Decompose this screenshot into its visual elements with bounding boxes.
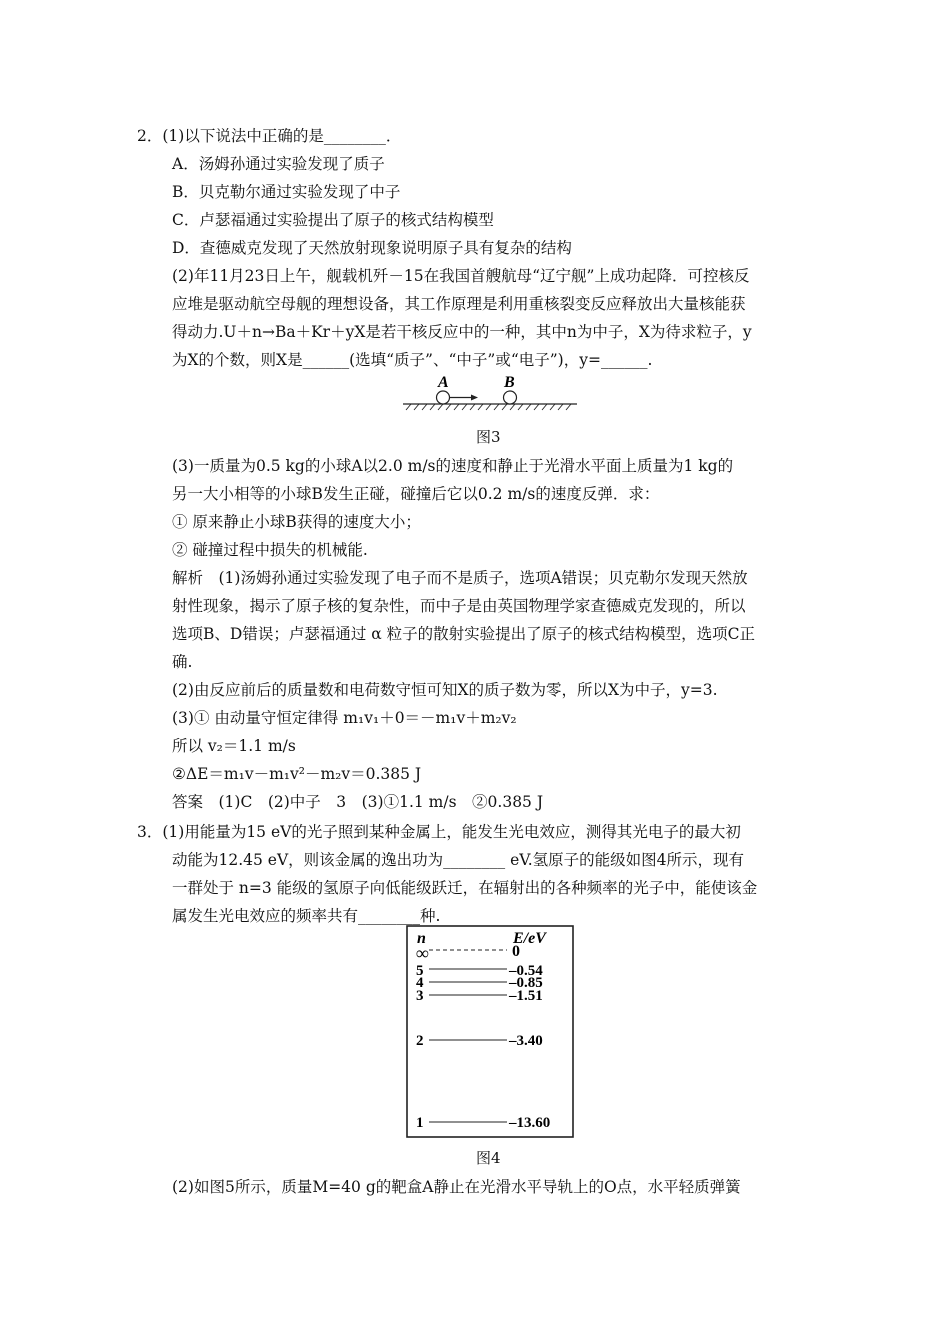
q2-part2-line2: 应堆是驱动航空母舰的理想设备，其工作原理是利用重核裂变反应释放出大量核能获: [172, 295, 746, 313]
ball-b: [504, 391, 517, 404]
q2-option-d: D．查德威克发现了天然放射现象说明原子具有复杂的结构: [172, 239, 572, 257]
level-e-4: –0.85: [509, 975, 543, 991]
solution-line3: 选项B、D错误；卢瑟福通过 α 粒子的散射实验提出了原子的核式结构模型，选项C正: [172, 625, 756, 643]
level-n-1: 1: [416, 1115, 424, 1131]
q2-part3-line2: 另一大小相等的小球B发生正碰，碰撞后它以0.2 m/s的速度反弹．求：: [172, 485, 660, 503]
answer-line: 答案 (1)C (2)中子 3 (3)①1.1 m/s ②0.385 J: [172, 793, 544, 811]
level-n-inf: ∞: [416, 943, 429, 963]
label-b: B: [504, 374, 515, 391]
solution-line4: 确.: [172, 653, 193, 671]
level-e-5: –0.54: [509, 963, 543, 979]
ball-a: [437, 391, 450, 404]
solution-line5: (2)由反应前后的质量数和电荷数守恒可知X的质子数为零，所以X为中子，y=3.: [172, 681, 718, 699]
figure-4-caption: 图4: [476, 1149, 501, 1167]
q2-option-b: B．贝克勒尔通过实验发现了中子: [172, 183, 401, 201]
figure-4-energy-level-diagram: [405, 924, 575, 1140]
figure-3-collision-diagram: [400, 374, 580, 414]
q3-part2-line1: (2)如图5所示，质量M=40 g的靶盒A静止在光滑水平导轨上的O点，水平轻质弹簧: [172, 1178, 741, 1196]
level-n-2: 2: [416, 1033, 424, 1049]
q2-part3-line1: (3)一质量为0.5 kg的小球A以2.0 m/s的速度和静止于光滑水平面上质量为1 kg的: [172, 457, 734, 475]
solution-line1: 解析 (1)汤姆孙通过实验发现了电子而不是质子，选项A错误；贝克勒尔发现天然放: [172, 569, 748, 587]
solution-line2: 射性现象，揭示了原子核的复杂性，而中子是由英国物理学家查德威克发现的，所以: [172, 597, 746, 615]
q2-option-c: C．卢瑟福通过实验提出了原子的核式结构模型: [172, 211, 494, 229]
header-n: n: [417, 930, 426, 947]
q3-part1-line4: 属发生光电效应的频率共有________种.: [172, 907, 441, 925]
level-e-1: –13.60: [509, 1115, 551, 1131]
q2-part3-line3: ① 原来静止小球B获得的速度大小；: [172, 513, 421, 531]
q2-option-a: A．汤姆孙通过实验发现了质子: [172, 155, 385, 173]
level-e-3: –1.51: [509, 988, 543, 1004]
q3-part1-line1: 3．(1)用能量为15 eV的光子照到某种金属上，能发生光电效应，测得其光电子的最大初: [137, 823, 741, 841]
header-energy: E/eV: [513, 930, 546, 947]
q3-part1-line2: 动能为12.45 eV，则该金属的逸出功为________ eV.氢原子的能级如图4所示，现有: [172, 851, 745, 869]
q3-part1-line3: 一群处于 n=3 能级的氢原子向低能级跃迁，在辐射出的各种频率的光子中，能使该金: [172, 879, 758, 897]
q2-part1-prompt: 2．(1)以下说法中正确的是________．: [137, 127, 402, 145]
q2-part2-line3: 得动力.U＋n→Ba＋Kr＋yX是若干核反应中的一种，其中n为中子，X为待求粒子，y: [172, 323, 752, 341]
level-e-inf: 0: [512, 943, 520, 960]
velocity-arrowhead: [471, 395, 478, 401]
level-n-5: 5: [416, 963, 424, 979]
solution-line6: (3)① 由动量守恒定律得 m₁v₁＋0＝－m₁v＋m₂v₂: [172, 709, 517, 727]
level-n-3: 3: [416, 988, 424, 1004]
solution-line7: 所以 v₂＝1.1 m/s: [172, 737, 296, 755]
level-e-2: –3.40: [509, 1033, 543, 1049]
q2-part2-line4: 为X的个数，则X是______(选填“质子”、“中子”或“电子”)，y=______.: [172, 351, 653, 369]
solution-line8: ②ΔE＝m₁v－m₁v²－m₂v＝0.385 J: [172, 765, 422, 783]
label-a: A: [438, 374, 449, 391]
q2-part2-line1: (2)年11月23日上午，舰载机歼－15在我国首艘航母“辽宁舰”上成功起降．可控核反: [172, 267, 750, 285]
q2-part3-line4: ② 碰撞过程中损失的机械能.: [172, 541, 368, 559]
level-n-4: 4: [416, 975, 424, 991]
figure-3-caption: 图3: [476, 428, 501, 446]
